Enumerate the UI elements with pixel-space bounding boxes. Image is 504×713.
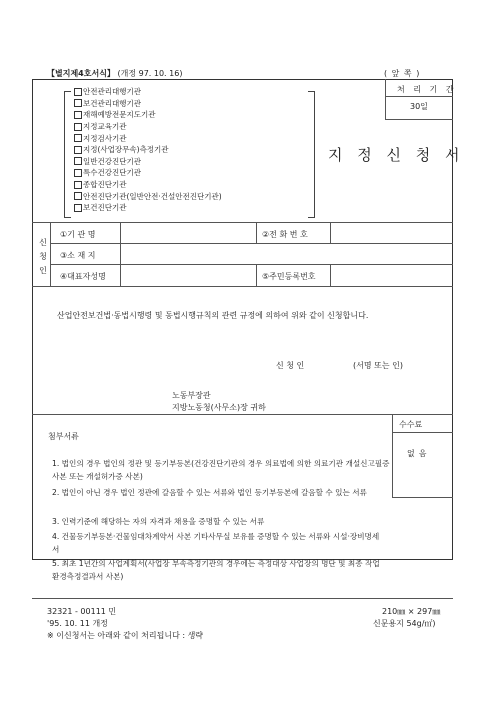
agency-item[interactable]: 일반건강진단기관 (74, 156, 324, 168)
applicant-field-divider (120, 222, 121, 286)
form-number: 【별지제4호서식】 (47, 69, 115, 78)
attachment-item: 5. 최초 1년간의 사업계획서(사업장 부속측정기관의 경우에는 측정대상 사업장의 명단 및 최종 작업환경측정결과서 사본) (52, 559, 380, 581)
page-side-label: ( 앞 쪽 ) (384, 69, 421, 78)
agency-item[interactable]: 안전진단기관(일반안전·건설안전진단기관) (74, 190, 324, 202)
attachment-item: 3. 인력기준에 해당하는 자의 자격과 채용을 증명할 수 있는 서류 (52, 517, 265, 526)
checkbox[interactable] (74, 123, 82, 131)
agency-item[interactable]: 보건진단기관 (74, 202, 324, 214)
agency-item[interactable]: 지정(사업장무속)측정기관 (74, 144, 324, 156)
applicant-row-line-1 (50, 243, 453, 244)
period-divider-v (385, 79, 386, 119)
attachment-item: 1. 법인의 경우 법인의 정관 및 등기부등본(건강진단기관의 경우 의료법에 의한 의료기관 개설신고필증 사본 또는 개설허가증 사본) (52, 459, 390, 481)
checkbox[interactable] (74, 157, 82, 165)
period-divider-h (385, 96, 453, 97)
footer-paper: 신문용지 54g/㎡) (373, 619, 436, 628)
address-label: ③소 재 지 (60, 251, 96, 260)
form-header (47, 68, 182, 79)
agency-item[interactable]: 보건관리대행기관 (74, 98, 324, 110)
checkbox[interactable] (74, 111, 82, 119)
applicant-col-divider-1 (256, 222, 257, 243)
processing-period-label: 처 리 기 간 (397, 85, 457, 94)
checkbox[interactable] (74, 169, 82, 177)
applicant-label-divider (50, 222, 51, 286)
recipient-line-1: 노동부장관 (172, 391, 211, 400)
recipient-line-2: 지방노동청(사무소)장 귀하 (172, 403, 266, 412)
fee-divider-h (392, 432, 453, 433)
agency-item[interactable]: 지정교육기관 (74, 121, 324, 133)
agency-item[interactable]: 특수건강진단기관 (74, 167, 324, 179)
checkbox[interactable] (74, 204, 82, 212)
application-statement: 산업안전보건법·동법시행령 및 동법시행규칙의 관련 규정에 의하여 위와 같이 신청합니다. (57, 311, 369, 320)
checkbox[interactable] (74, 146, 82, 154)
attachment-item: 4. 건물등기부등본·건물임대차계약서 사본 기타사무실 보유를 증명할 수 있는 서류와 시설·장비명세서 (52, 532, 380, 554)
footer-date: '95. 10. 11 개정 (47, 619, 108, 628)
phone-label: ②전 화 번 호 (262, 230, 308, 239)
applicant-top-line (32, 222, 453, 223)
footer-code: 32321 - 00111 민 (47, 607, 117, 616)
form-revision: (개정 97. 10. 16) (117, 69, 183, 78)
applicant-row-line-2 (50, 264, 453, 265)
agency-item[interactable]: 재해예방전문지도기관 (74, 109, 324, 121)
processing-period-value: 30일 (410, 102, 428, 111)
attachments-title: 첨부서류 (48, 432, 79, 441)
footer-top-line (32, 598, 453, 599)
applicant-label: 신 청 인 (39, 238, 47, 275)
rep-name-label: ④대표자성명 (60, 272, 106, 281)
form-title: 지 정 신 청 서 (328, 146, 465, 164)
fee-label: 수수료 (399, 420, 423, 429)
applicant-bottom-line (32, 286, 453, 287)
checkbox[interactable] (74, 99, 82, 107)
org-name-label: ①기 관 명 (60, 230, 96, 239)
fee-value: 없음 (407, 449, 431, 458)
applicant-phone-divider (330, 222, 331, 243)
checkbox[interactable] (74, 88, 82, 96)
fee-bottom-line (392, 497, 453, 498)
period-bottom-line (385, 119, 453, 120)
resident-id-label: ⑤주민등록번호 (262, 272, 316, 281)
signature-label: 신 청 인 (276, 361, 305, 370)
agency-item[interactable]: 지정검사기관 (74, 132, 324, 144)
agency-item[interactable]: 종합진단기관 (74, 179, 324, 191)
footer-size: 210㎜ × 297㎜ (382, 607, 441, 616)
applicant-col-divider-2 (256, 264, 257, 286)
attachments-top-line (32, 414, 453, 415)
agency-checklist (74, 86, 324, 214)
fee-divider-v (392, 414, 393, 497)
attachment-item: 2. 법인이 아닌 경우 법인 정관에 갈음할 수 있는 서류와 법인 등기부등본에 갈음할 수 있는 서류 (52, 488, 367, 497)
footer-note: ※ 이신청서는 아래와 같이 처리됩니다 : 생략 (47, 631, 204, 640)
checkbox[interactable] (74, 192, 82, 200)
applicant-id-divider (330, 264, 331, 286)
agency-bracket-left (64, 91, 71, 218)
agency-item[interactable]: 안전관리대행기관 (74, 86, 324, 98)
checkbox[interactable] (74, 181, 82, 189)
signature-note: (서명 또는 인) (353, 361, 403, 370)
checkbox[interactable] (74, 134, 82, 142)
